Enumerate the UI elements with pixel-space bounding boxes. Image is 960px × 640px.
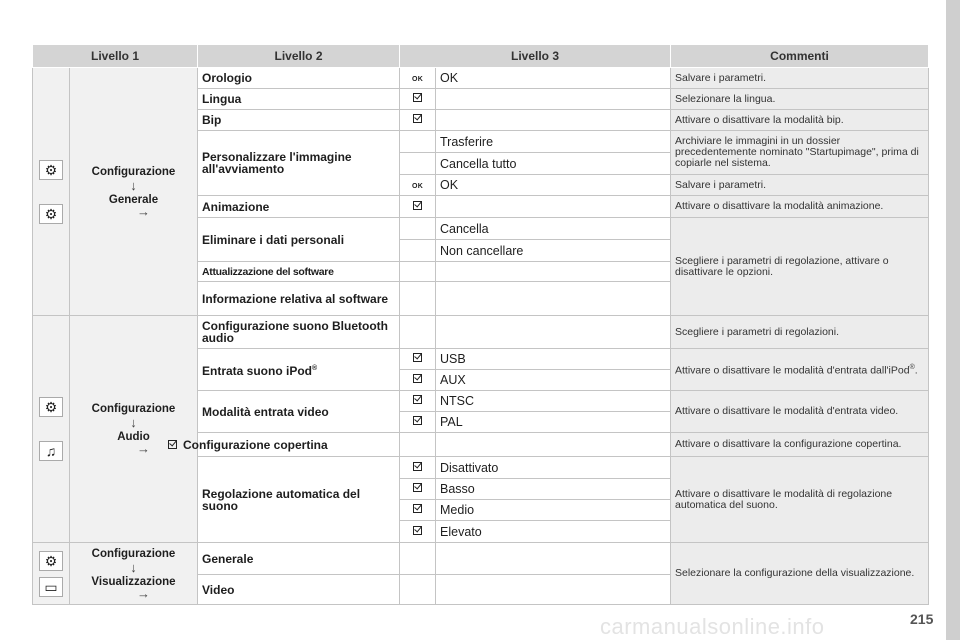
item-video: Video <box>198 575 400 605</box>
arrow-down-icon: ↓ <box>130 177 137 193</box>
value-empty <box>436 110 671 131</box>
empty-cell <box>400 218 436 240</box>
item-generale: Generale <box>198 543 400 575</box>
music-note-icon: ♫ <box>39 441 63 461</box>
settings-table <box>32 44 929 605</box>
header-livello-1: Livello 1 <box>33 45 198 68</box>
item-personalizzare: Personalizzare l'immagine all'avviamento <box>198 131 400 196</box>
item-modalita-video: Modalità entrata video <box>198 391 400 433</box>
value-empty <box>436 262 671 282</box>
tick-cell <box>400 521 436 543</box>
empty-cell <box>400 575 436 605</box>
icon-cell <box>33 316 70 543</box>
empty-cell <box>400 433 436 457</box>
empty-cell <box>400 153 436 175</box>
value-elevato: Elevato <box>436 521 671 543</box>
checkbox-icon <box>413 201 422 210</box>
empty-cell <box>400 543 436 575</box>
value-empty <box>436 543 671 575</box>
comment: Attivare o disattivare le modalità di regolazione automatica del suono. <box>671 457 929 543</box>
sidebar-tab <box>946 0 960 640</box>
value-empty <box>436 316 671 349</box>
settings-icon: ⚙ <box>39 160 63 180</box>
value-disattivato: Disattivato <box>436 457 671 479</box>
comment: Attivare o disattivare la configurazione copertina. <box>671 433 929 457</box>
tick-cell <box>400 500 436 521</box>
comment: Selezionare la configurazione della visualizzazione. <box>671 543 929 605</box>
checkbox-icon <box>413 462 422 471</box>
tick-cell <box>400 412 436 433</box>
display-icon: ▭ <box>39 577 63 597</box>
group-title: Configurazione <box>91 547 176 560</box>
empty-cell <box>400 316 436 349</box>
value-trasferire: Trasferire <box>436 131 671 153</box>
icon-cell <box>33 543 70 605</box>
comment: Attivare o disattivare la modalità bip. <box>671 110 929 131</box>
reg-mark: ® <box>909 364 915 372</box>
checkbox-icon <box>413 353 422 362</box>
checkbox-icon <box>168 440 177 449</box>
value-ok: OK <box>436 68 671 89</box>
comment: Attivare o disattivare le modalità d'entrata video. <box>671 391 929 433</box>
comment-text: Attivare o disattivare le modalità d'entrata dall'iPod <box>675 364 910 377</box>
arrow-right-icon: → <box>137 203 150 219</box>
item-bluetooth: Configurazione suono Bluetooth audio <box>198 316 400 349</box>
comment: Scegliere i parametri di regolazione, attivare o disattivare le opzioni. <box>671 218 929 316</box>
settings-icon: ⚙ <box>39 397 63 417</box>
tick-cell <box>400 196 436 218</box>
item-bip: Bip <box>198 110 400 131</box>
item-copertina-label: Configurazione copertina <box>183 437 328 452</box>
value-empty <box>436 282 671 316</box>
comment: Attivare o disattivare le modalità d'entrata dall'iPod®. <box>671 349 929 391</box>
comment: Selezionare la lingua. <box>671 89 929 110</box>
group-generale <box>70 68 198 316</box>
ok-cell <box>400 175 436 196</box>
item-orologio: Orologio <box>198 68 400 89</box>
group-subtitle: Audio <box>117 431 150 443</box>
tick-cell <box>400 479 436 500</box>
table-row <box>33 68 929 89</box>
value-empty <box>436 196 671 218</box>
group-visualizzazione <box>70 543 198 605</box>
arrow-down-icon: ↓ <box>130 415 137 430</box>
group-subtitle: Visualizzazione <box>91 575 176 588</box>
value-empty <box>436 433 671 457</box>
page-number: 215 <box>910 611 934 627</box>
value-usb: USB <box>436 349 671 370</box>
value-basso: Basso <box>436 479 671 500</box>
tick-cell <box>400 391 436 412</box>
empty-cell <box>400 131 436 153</box>
arrow-right-icon: → <box>137 585 150 601</box>
checkbox-icon <box>413 114 422 123</box>
tick-cell <box>400 349 436 370</box>
item-regolazione: Regolazione automatica del suono <box>198 457 400 543</box>
value-ntsc: NTSC <box>436 391 671 412</box>
item-lingua: Lingua <box>198 89 400 110</box>
tick-cell <box>400 110 436 131</box>
checkbox-icon <box>413 93 422 102</box>
comment: Salvare i parametri. <box>671 68 929 89</box>
checkbox-icon <box>413 395 422 404</box>
header-livello-2: Livello 2 <box>198 45 400 68</box>
checkbox-icon <box>413 504 422 513</box>
table-row <box>33 316 929 349</box>
arrow-down-icon: ↓ <box>130 559 137 575</box>
comment: Scegliere i parametri di regolazioni. <box>671 316 929 349</box>
header-commenti: Commenti <box>671 45 929 68</box>
settings-icon: ⚙ <box>39 551 63 571</box>
item-ipod <box>198 349 400 391</box>
value-medio: Medio <box>436 500 671 521</box>
group-title: Configurazione <box>91 403 176 415</box>
value-cancella: Cancella <box>436 218 671 240</box>
tick-cell <box>400 457 436 479</box>
ok-cell <box>400 68 436 89</box>
item-copertina <box>183 433 400 457</box>
table-row <box>33 543 929 575</box>
comment: Attivare o disattivare la modalità animazione. <box>671 196 929 218</box>
empty-cell <box>400 262 436 282</box>
value-cancella-tutto: Cancella tutto <box>436 153 671 175</box>
value-ok: OK <box>436 175 671 196</box>
item-informazione: Informazione relativa al software <box>198 282 400 316</box>
value-pal: PAL <box>436 412 671 433</box>
group-subtitle: Generale <box>108 193 159 206</box>
item-animazione: Animazione <box>198 196 400 218</box>
tick-cell <box>400 370 436 391</box>
value-empty <box>436 89 671 110</box>
checkbox-icon <box>413 526 422 535</box>
icon-cell <box>33 68 70 316</box>
checkbox-icon <box>413 416 422 425</box>
checkbox-icon <box>413 483 422 492</box>
arrow-right-icon: → <box>137 441 150 456</box>
empty-cell <box>400 240 436 262</box>
reg-mark: ® <box>312 364 318 372</box>
item-eliminare: Eliminare i dati personali <box>198 218 400 262</box>
group-title: Configurazione <box>91 165 176 178</box>
item-ipod-label: Entrata suono iPod <box>202 363 313 378</box>
watermark: carmanualsonline.info <box>600 614 825 639</box>
header-livello-3: Livello 3 <box>400 45 671 68</box>
comment: Salvare i parametri. <box>671 175 929 196</box>
settings-icon: ⚙ <box>39 204 63 224</box>
value-non-cancellare: Non cancellare <box>436 240 671 262</box>
checkbox-icon <box>413 374 422 383</box>
comment: Archiviare le immagini in un dossier precedentemente nominato "Startupimage", prima di copiarle nel sistema. <box>671 131 929 175</box>
value-empty <box>436 575 671 605</box>
header-row <box>33 45 929 68</box>
item-attualizzazione: Attualizzazione del software <box>198 262 400 282</box>
group-audio <box>70 316 198 543</box>
tick-cell <box>400 89 436 110</box>
value-aux: AUX <box>436 370 671 391</box>
empty-cell <box>400 282 436 316</box>
ok-icon: OK <box>412 76 423 83</box>
ok-icon: OK <box>412 183 423 190</box>
